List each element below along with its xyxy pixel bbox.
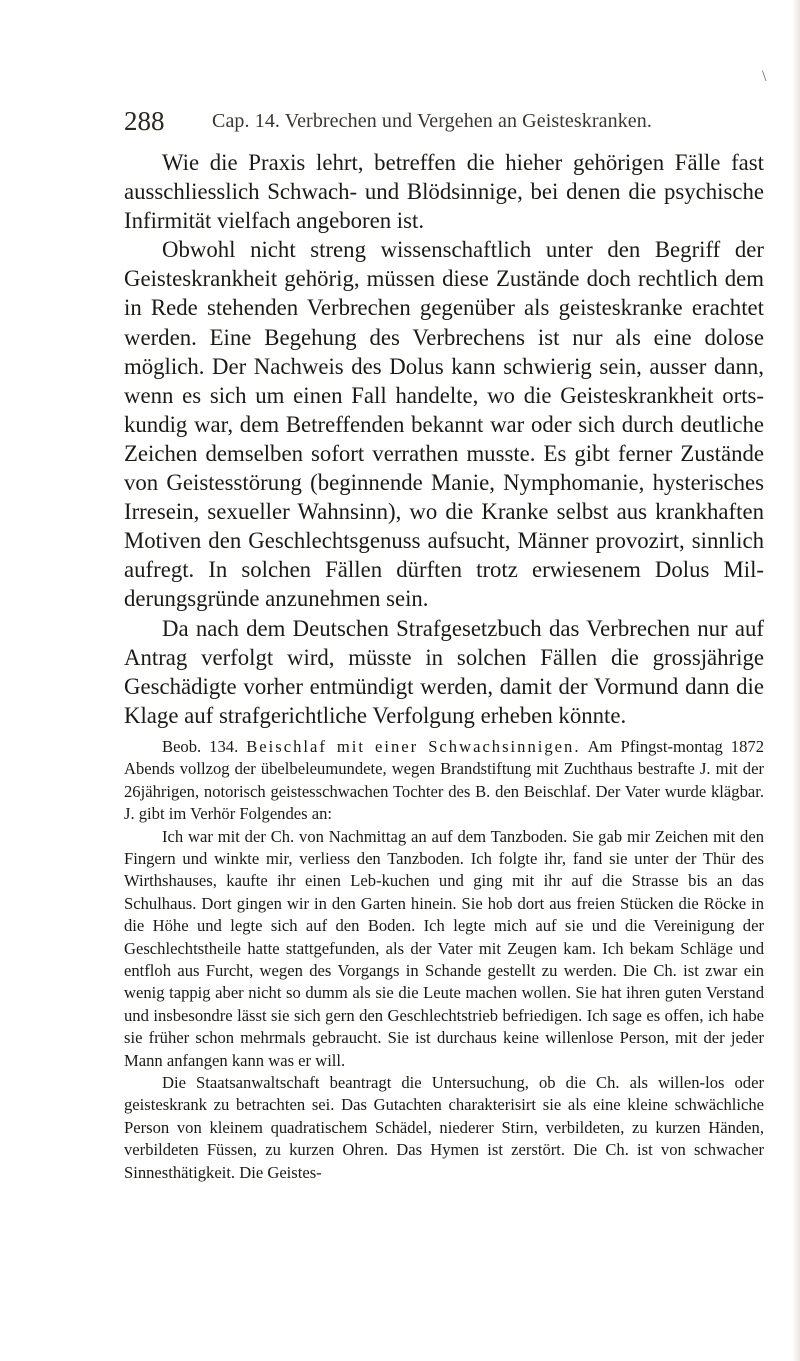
observation-report: Die Staatsanwaltschaft beantragt die Untersuchung, ob die Ch. als willen-los oder geisteskrank zu betrachten sei. Das Gutachten charakterisirt sie als eine kleine schwächliche Person von kleinem quadratischem Schädel, niederer Stirn, verbildeten, zu kurzen Händen, verbildeten Füssen, zu kurzen Ohren. Das Hymen ist zerstört. Die Ch. ist von schwacher Sinnesthätigkeit. Die Geistes- bbox=[124, 1072, 764, 1182]
paragraph-3: Da nach dem Deutschen Strafgesetzbuch das Verbrechen nur auf Antrag verfolgt wird, müsste in solchen Fällen die grossjährige Geschädigte vorher entmündigt werden, damit der Vormund dann die Klage auf strafgerichtliche Verfolgung erheben könnte. bbox=[124, 615, 764, 728]
observation-text: Am Pfingst-montag 1872 Abends vollzog der übelbeleumundete, wegen Brandstiftung mit Zuchthaus bestrafte J. mit der 26jährigen, notorisch geistesschwachen Tochter des B. den Beischlaf. Der Vater wurde klägbar. J. gibt im Verhör Folgendes an: bbox=[124, 736, 764, 824]
page-mark: \ bbox=[762, 68, 767, 85]
observation-intro bbox=[124, 736, 764, 826]
paragraph-2: Obwohl nicht streng wissenschaftlich unter den Begriff der Geisteskrankheit gehörig, müssen diese Zustände doch rechtlich dem in Rede stehenden Verbrechen gegenüber als geisteskranke erachtet werden. Eine Begehung des Verbrechens ist nur als eine dolose möglich. Der Nachweis des Dolus kann schwierig sein, ausser dann, wenn es sich um einen Fall handelte, wo die Geisteskrankheit orts-kundig war, dem Betreffenden bekannt war oder sich durch deutliche Zeichen demselben sofort verrathen musste. Es gibt ferner Zustände von Geistesstörung (beginnende Manie, Nymphomanie, hysterisches Irresein, sexueller Wahnsinn), wo die Kranke selbst aus krankhaften Motiven den Geschlechtsgenuss aufsucht, Männer provozirt, sinnlich aufregt. In solchen Fällen dürften trotz erwiesenem Dolus Mil-derungsgründe anzunehmen sein. bbox=[124, 237, 764, 612]
running-head: Cap. 14. Verbrechen und Vergehen an Geisteskranken. bbox=[212, 110, 652, 132]
paragraph-1: Wie die Praxis lehrt, betreffen die hieher gehörigen Fälle fast ausschliesslich Schwach- und Blödsinnige, bei denen die psychische Infirmität vielfach angeboren ist. bbox=[124, 150, 764, 234]
page-body bbox=[124, 148, 764, 1184]
observation-testimony: Ich war mit der Ch. von Nachmittag an auf dem Tanzboden. Sie gab mir Zeichen mit den Fingern und winkte mir, verliess den Tanzboden. Ich folgte ihr, fand sie unter der Thür des Wirthshauses, kaufte ihr einen Leb-kuchen und ging mit ihr auf die Strasse bis an das Schulhaus. Dort gingen wir in den Garten hinein. Sie hob dort aus freien Stücken die Röcke in die Höhe und legte sich auf den Boden. Ich legte mich auf sie und die Vereinigung der Geschlechtstheile hatte stattgefunden, als der Vater mit Zeugen kam. Ich bekam Schläge und entfloh aus Furcht, wegen des Vorgangs in Schande gestellt zu werden. Die Ch. ist zwar ein wenig tappig aber nicht so dumm als sie die Leute machen wollen. Sie hat ihren guten Verstand und insbesondre lässt sie sich gern den Geschlechtstrieb befriedigen. Ich sage es offen, ich habe sie früher schon mehrmals gebraucht. Sie ist durchaus keine willenlose Person, mit der jeder Mann anfangen kann was er will. bbox=[124, 826, 764, 1070]
observation-title: Beischlaf mit einer Schwachsinnigen. bbox=[246, 736, 581, 756]
observation-block bbox=[124, 736, 764, 1184]
page-header bbox=[124, 104, 764, 138]
page-number: 288 bbox=[124, 106, 165, 136]
page-edge-shadow bbox=[792, 0, 800, 1361]
observation-number: Beob. 134. bbox=[162, 736, 239, 756]
